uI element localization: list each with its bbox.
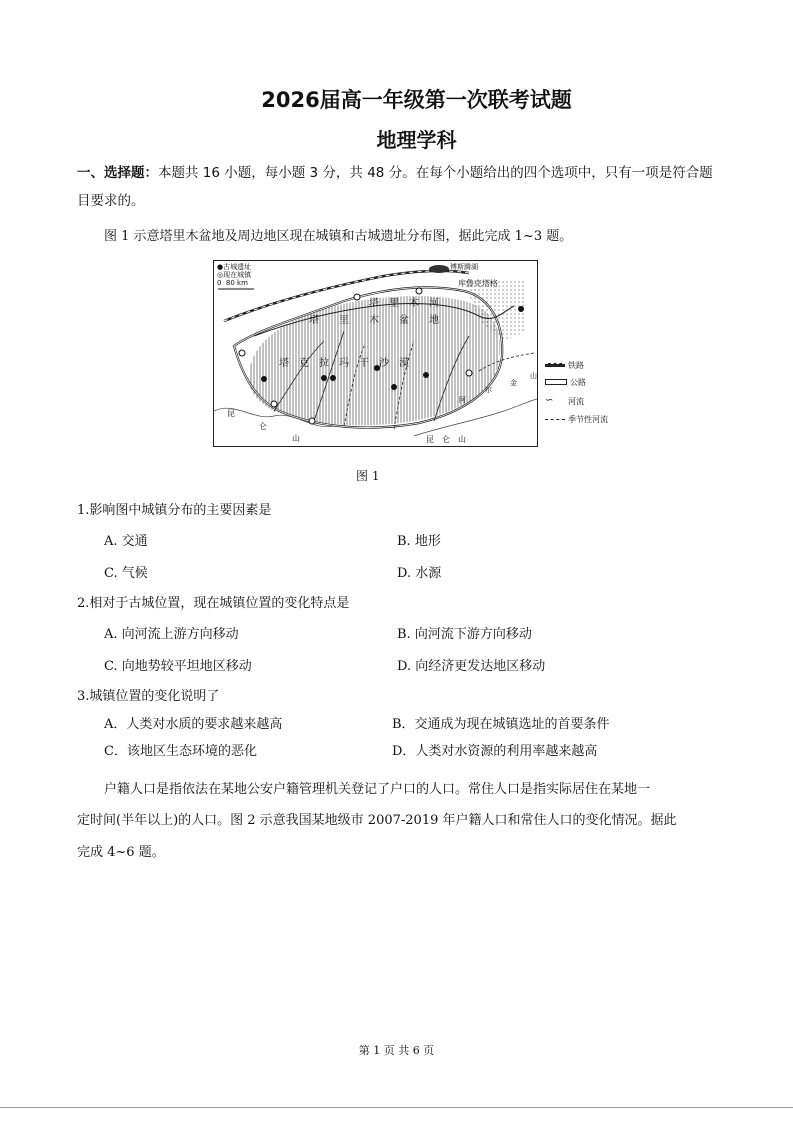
label-shan: 山 [292, 434, 300, 443]
ancient-city [321, 375, 327, 381]
label-lun: 仑 [259, 422, 267, 431]
label-kun: 昆 [227, 409, 235, 418]
label-kuruktag: 库鲁克塔格 [458, 279, 498, 288]
ancient-city [391, 384, 397, 390]
figure-1-map [213, 260, 538, 447]
section-heading: 一、选择题： [77, 165, 158, 181]
current-town [271, 401, 277, 407]
legend-railway-row [545, 358, 655, 372]
current-town [239, 350, 245, 356]
q2-option-d[interactable]: D. 向经济更发达地区移动 [397, 659, 546, 674]
intro-2-line-3: 完成 4~6 题。 [77, 845, 165, 860]
legend-current: ◎现在城镇 [217, 271, 252, 279]
question-1-stem: 1.影响图中城镇分布的主要因素是 [77, 503, 272, 518]
label-altun-er: 尔 [485, 386, 492, 394]
current-town [354, 294, 360, 300]
instructions-line-2: 目要求的。 [77, 193, 145, 209]
question-2-stem: 2.相对于古城位置，现在城镇位置的变化特点是 [77, 596, 350, 611]
q3-option-c[interactable]: C．该地区生态环境的恶化 [104, 744, 257, 759]
ancient-city [518, 306, 524, 312]
figure-1-caption: 图 1 [356, 469, 380, 483]
current-town [309, 418, 315, 424]
current-town [466, 370, 472, 376]
ancient-city [330, 375, 336, 381]
legend-scale-value: 80 km [225, 279, 248, 287]
page-footer: 第 1 页 共 6 页 [358, 1044, 435, 1057]
label-altun-a: 阿 [459, 396, 466, 404]
q2-option-c[interactable]: C. 向地势较平坦地区移动 [104, 659, 252, 674]
exam-subject: 地理学科 [376, 128, 457, 152]
map-side-legend [545, 358, 655, 428]
intro-2-line-1: 户籍人口是指依法在某地公安户籍管理机关登记了户口的人口。常住人口是指实际居住在某地一 [104, 782, 651, 797]
q3-option-a[interactable]: A．人类对水质的要求越来越高 [104, 717, 283, 732]
legend-river-row [545, 392, 655, 410]
legend-ancient: ●古城遗址 [217, 263, 252, 271]
exam-title: 2026届高一年级第一次联考试题 [261, 88, 572, 112]
q1-option-a[interactable]: A. 交通 [104, 534, 148, 549]
instructions-line-1: 本题共 16 小题，每小题 3 分，共 48 分。在每个小题给出的四个选项中，只有一项是符合题 [158, 165, 713, 181]
legend-road: 公路 [570, 377, 586, 387]
label-taklimakan: 塔 克 拉 玛 干 沙 漠 [279, 358, 409, 369]
ancient-city [261, 376, 267, 382]
q3-option-b[interactable]: B．交通成为现在城镇选址的首要条件 [392, 717, 610, 732]
q2-option-b[interactable]: B. 向河流下游方向移动 [397, 627, 532, 642]
map-legend-box [217, 263, 251, 287]
railway-swatch [545, 363, 565, 367]
intro-figure-1: 图 1 示意塔里木盆地及周边地区现在城镇和古城遗址分布图，据此完成 1~3 题。 [104, 229, 573, 244]
intro-2-line-2: 定时间(半年以上)的人口。图 2 示意我国某地级市 2007-2019 年户籍人口和常住人口的变化情况。据此 [77, 813, 677, 828]
label-altun-jin: 金 [510, 379, 517, 387]
legend-seasonal-row [545, 410, 655, 428]
q1-option-c[interactable]: C. 气候 [104, 566, 148, 581]
label-altun-shan: 山 [530, 372, 537, 380]
q2-option-a[interactable]: A. 向河流上游方向移动 [104, 627, 239, 642]
label-bosten: 博斯腾湖 [450, 263, 478, 271]
label-tarim-river: 塔 里 木 河 [369, 298, 439, 309]
question-3-stem: 3.城镇位置的变化说明了 [77, 689, 220, 704]
ancient-city [423, 372, 429, 378]
q1-option-b[interactable]: B. 地形 [397, 534, 441, 549]
seasonal-swatch [545, 419, 565, 420]
q1-option-d[interactable]: D. 水源 [397, 566, 442, 581]
legend-road-row [545, 372, 655, 392]
legend-scale-zero: 0 [217, 279, 222, 287]
bosten-lake [429, 265, 449, 273]
river-swatch: ∽ [545, 395, 554, 406]
label-kunlun: 昆 仑 山 [426, 435, 466, 444]
legend-river: 河流 [568, 396, 584, 406]
q3-option-d[interactable]: D．人类对水资源的利用率越来越高 [392, 744, 598, 759]
legend-seasonal: 季节性河流 [568, 414, 608, 424]
legend-railway: 铁路 [568, 360, 584, 370]
section-instructions [77, 159, 727, 215]
label-tarim-basin: 塔 里 木 盆 地 [309, 315, 439, 326]
road-swatch [545, 379, 567, 385]
footer-rule [0, 1107, 793, 1108]
